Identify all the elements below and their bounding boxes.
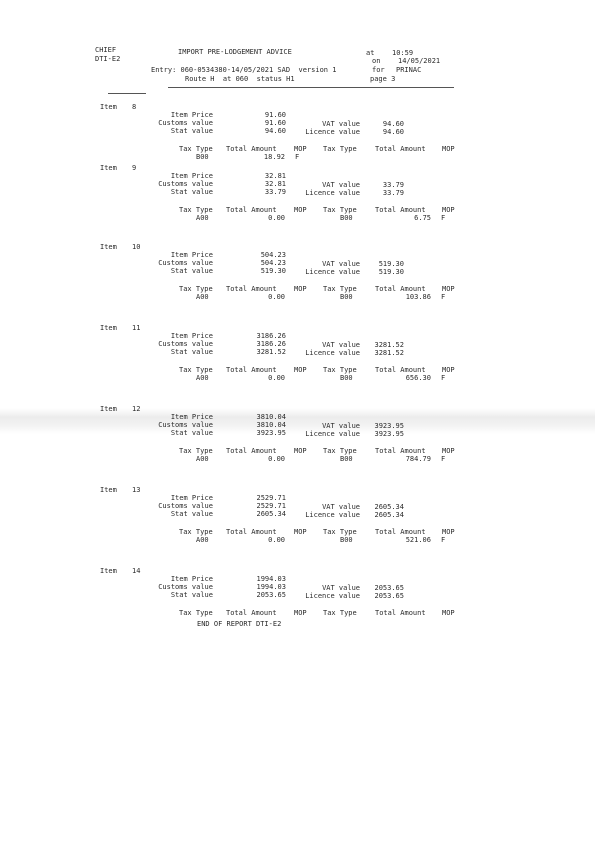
vat-value: 33.79 xyxy=(382,181,404,189)
report-id: DTI-E2 xyxy=(95,55,121,63)
stat-value: 3923.95 xyxy=(256,429,286,437)
item-number: 11 xyxy=(132,324,141,332)
item-number: 14 xyxy=(132,567,141,575)
stat-value: 2605.34 xyxy=(256,510,286,518)
licence-value-label: Licence value xyxy=(305,268,360,276)
mop-header: MOP xyxy=(442,285,455,293)
tax-type-header: Tax Type xyxy=(323,447,357,455)
tax-type-header: Tax Type xyxy=(179,447,213,455)
mop-header: MOP xyxy=(442,609,455,617)
vat-value-label: VAT value xyxy=(322,260,360,268)
item-label: Item xyxy=(100,103,117,111)
tax-type-code: B00 xyxy=(196,153,209,161)
customs-value: 91.60 xyxy=(264,119,286,127)
total-amount-header: Total Amount xyxy=(375,447,426,455)
stat-value-label: Stat value xyxy=(170,188,213,196)
stat-value: 3281.52 xyxy=(256,348,286,356)
on-label: on xyxy=(372,57,381,65)
vat-value: 2053.65 xyxy=(374,584,404,592)
licence-value-label: Licence value xyxy=(305,511,360,519)
for-label: for xyxy=(372,66,385,74)
stat-value-label: Stat value xyxy=(170,348,213,356)
tax-type-header: Tax Type xyxy=(323,366,357,374)
item-label: Item xyxy=(100,164,117,172)
stat-value-label: Stat value xyxy=(170,267,213,275)
tax-type-header: Tax Type xyxy=(323,609,357,617)
item-label: Item xyxy=(100,324,117,332)
vat-value-label: VAT value xyxy=(322,503,360,511)
item-price-value: 1994.03 xyxy=(256,575,286,583)
tax-type-code: A00 xyxy=(196,293,209,301)
mop-header: MOP xyxy=(294,609,307,617)
vat-value: 3923.95 xyxy=(374,422,404,430)
tax-type-header: Tax Type xyxy=(323,285,357,293)
vat-value-label: VAT value xyxy=(322,584,360,592)
tax-type-header: Tax Type xyxy=(179,609,213,617)
item-price-value: 2529.71 xyxy=(256,494,286,502)
mop-header: MOP xyxy=(442,206,455,214)
vat-value: 3281.52 xyxy=(374,341,404,349)
licence-value-label: Licence value xyxy=(305,128,360,136)
item-price-value: 504.23 xyxy=(260,251,286,259)
tax-amount: 103.86 xyxy=(405,293,431,301)
tax-amount: 0.00 xyxy=(268,214,285,222)
mop-header: MOP xyxy=(294,366,307,374)
stat-value-label: Stat value xyxy=(170,591,213,599)
licence-value: 2053.65 xyxy=(374,592,404,600)
item-price-label: Item Price xyxy=(170,251,213,259)
item-price-value: 32.81 xyxy=(264,172,286,180)
entry-reference: Entry: 060-0534380-14/05/2021 SAD version 1 xyxy=(151,66,337,74)
tax-type-code: A00 xyxy=(196,374,209,382)
customs-value: 32.81 xyxy=(264,180,286,188)
stat-value: 94.60 xyxy=(264,127,286,135)
customs-value: 1994.03 xyxy=(256,583,286,591)
licence-value: 94.60 xyxy=(382,128,404,136)
item-number: 9 xyxy=(132,164,137,172)
item-number: 10 xyxy=(132,243,141,251)
tax-type-code: B00 xyxy=(340,374,353,382)
licence-value: 2605.34 xyxy=(374,511,404,519)
item-price-label: Item Price xyxy=(170,172,213,180)
total-amount-header: Total Amount xyxy=(375,528,426,536)
mop-header: MOP xyxy=(294,447,307,455)
customs-value: 504.23 xyxy=(260,259,286,267)
mop-header: MOP xyxy=(442,145,455,153)
tax-mop: F xyxy=(441,455,446,463)
report-time: 10:59 xyxy=(392,49,414,57)
tax-mop: F xyxy=(441,374,446,382)
report-title: IMPORT PRE-LODGEMENT ADVICE xyxy=(178,48,292,56)
tax-amount: 6.75 xyxy=(414,214,431,222)
mop-header: MOP xyxy=(442,366,455,374)
vat-value-label: VAT value xyxy=(322,120,360,128)
mop-header: MOP xyxy=(442,528,455,536)
item-number: 8 xyxy=(132,103,137,111)
stat-value-label: Stat value xyxy=(170,510,213,518)
item-price-label: Item Price xyxy=(170,494,213,502)
tax-mop: F xyxy=(441,293,446,301)
total-amount-header: Total Amount xyxy=(226,285,277,293)
customs-value-label: Customs value xyxy=(158,340,213,348)
tax-amount: 0.00 xyxy=(268,455,285,463)
licence-value-label: Licence value xyxy=(305,189,360,197)
total-amount-header: Total Amount xyxy=(226,447,277,455)
licence-value-label: Licence value xyxy=(305,592,360,600)
tax-type-code: A00 xyxy=(196,455,209,463)
tax-type-header: Tax Type xyxy=(323,528,357,536)
customs-value: 2529.71 xyxy=(256,502,286,510)
item-price-label: Item Price xyxy=(170,111,213,119)
tax-type-code: B00 xyxy=(340,455,353,463)
tax-type-header: Tax Type xyxy=(179,528,213,536)
tax-amount: 0.00 xyxy=(268,293,285,301)
customs-value-label: Customs value xyxy=(158,421,213,429)
licence-value-label: Licence value xyxy=(305,430,360,438)
total-amount-header: Total Amount xyxy=(375,609,426,617)
total-amount-header: Total Amount xyxy=(226,206,277,214)
licence-value-label: Licence value xyxy=(305,349,360,357)
vat-value-label: VAT value xyxy=(322,422,360,430)
vat-value: 519.30 xyxy=(378,260,404,268)
item-price-value: 91.60 xyxy=(264,111,286,119)
customs-value-label: Customs value xyxy=(158,583,213,591)
route-status: Route H at 060 status H1 xyxy=(185,75,295,83)
item-price-label: Item Price xyxy=(170,413,213,421)
tax-mop: F xyxy=(441,536,446,544)
total-amount-header: Total Amount xyxy=(375,366,426,374)
mop-header: MOP xyxy=(294,206,307,214)
vat-value: 2605.34 xyxy=(374,503,404,511)
tax-type-code: B00 xyxy=(340,536,353,544)
total-amount-header: Total Amount xyxy=(226,609,277,617)
vat-value: 94.60 xyxy=(382,120,404,128)
total-amount-header: Total Amount xyxy=(375,145,426,153)
total-amount-header: Total Amount xyxy=(375,206,426,214)
total-amount-header: Total Amount xyxy=(226,528,277,536)
total-amount-header: Total Amount xyxy=(226,145,277,153)
mop-header: MOP xyxy=(294,285,307,293)
item-number: 12 xyxy=(132,405,141,413)
licence-value: 3281.52 xyxy=(374,349,404,357)
tax-mop: F xyxy=(295,153,300,161)
vat-value-label: VAT value xyxy=(322,341,360,349)
tax-amount: 784.79 xyxy=(405,455,431,463)
total-amount-header: Total Amount xyxy=(226,366,277,374)
stat-value-label: Stat value xyxy=(170,127,213,135)
tax-amount: 18.92 xyxy=(263,153,285,161)
item-label: Item xyxy=(100,486,117,494)
tax-type-code: A00 xyxy=(196,536,209,544)
item-label: Item xyxy=(100,405,117,413)
report-date: 14/05/2021 xyxy=(398,57,441,65)
tax-mop: F xyxy=(441,214,446,222)
tax-type-header: Tax Type xyxy=(179,206,213,214)
tax-amount: 521.06 xyxy=(405,536,431,544)
customs-value-label: Customs value xyxy=(158,259,213,267)
page-number: page 3 xyxy=(370,75,396,83)
licence-value: 3923.95 xyxy=(374,430,404,438)
item-number: 13 xyxy=(132,486,141,494)
tax-type-header: Tax Type xyxy=(323,145,357,153)
stat-value: 519.30 xyxy=(260,267,286,275)
customs-value-label: Customs value xyxy=(158,180,213,188)
end-of-report: END OF REPORT DTI-E2 xyxy=(197,620,282,628)
licence-value: 519.30 xyxy=(378,268,404,276)
mop-header: MOP xyxy=(294,145,307,153)
item-price-label: Item Price xyxy=(170,332,213,340)
mop-header: MOP xyxy=(442,447,455,455)
customs-value: 3186.26 xyxy=(256,340,286,348)
licence-value: 33.79 xyxy=(382,189,404,197)
tax-type-code: B00 xyxy=(340,293,353,301)
stat-value: 2053.65 xyxy=(256,591,286,599)
item-price-value: 3186.26 xyxy=(256,332,286,340)
vat-value-label: VAT value xyxy=(322,181,360,189)
tax-type-header: Tax Type xyxy=(323,206,357,214)
tax-amount: 656.30 xyxy=(405,374,431,382)
tax-type-header: Tax Type xyxy=(179,366,213,374)
item-price-label: Item Price xyxy=(170,575,213,583)
customs-value-label: Customs value xyxy=(158,119,213,127)
header-rule-short xyxy=(108,93,146,94)
tax-type-header: Tax Type xyxy=(179,285,213,293)
tax-amount: 0.00 xyxy=(268,536,285,544)
item-price-value: 3810.04 xyxy=(256,413,286,421)
item-label: Item xyxy=(100,243,117,251)
tax-type-header: Tax Type xyxy=(179,145,213,153)
tax-type-code: B00 xyxy=(340,214,353,222)
at-label: at xyxy=(366,49,375,57)
header-rule xyxy=(168,87,454,88)
tax-type-code: A00 xyxy=(196,214,209,222)
stat-value-label: Stat value xyxy=(170,429,213,437)
item-label: Item xyxy=(100,567,117,575)
tax-amount: 0.00 xyxy=(268,374,285,382)
customs-value: 3810.04 xyxy=(256,421,286,429)
mop-header: MOP xyxy=(294,528,307,536)
customs-value-label: Customs value xyxy=(158,502,213,510)
user-id: PRINAC xyxy=(396,66,422,74)
system-id: CHIEF xyxy=(95,46,117,54)
stat-value: 33.79 xyxy=(264,188,286,196)
total-amount-header: Total Amount xyxy=(375,285,426,293)
